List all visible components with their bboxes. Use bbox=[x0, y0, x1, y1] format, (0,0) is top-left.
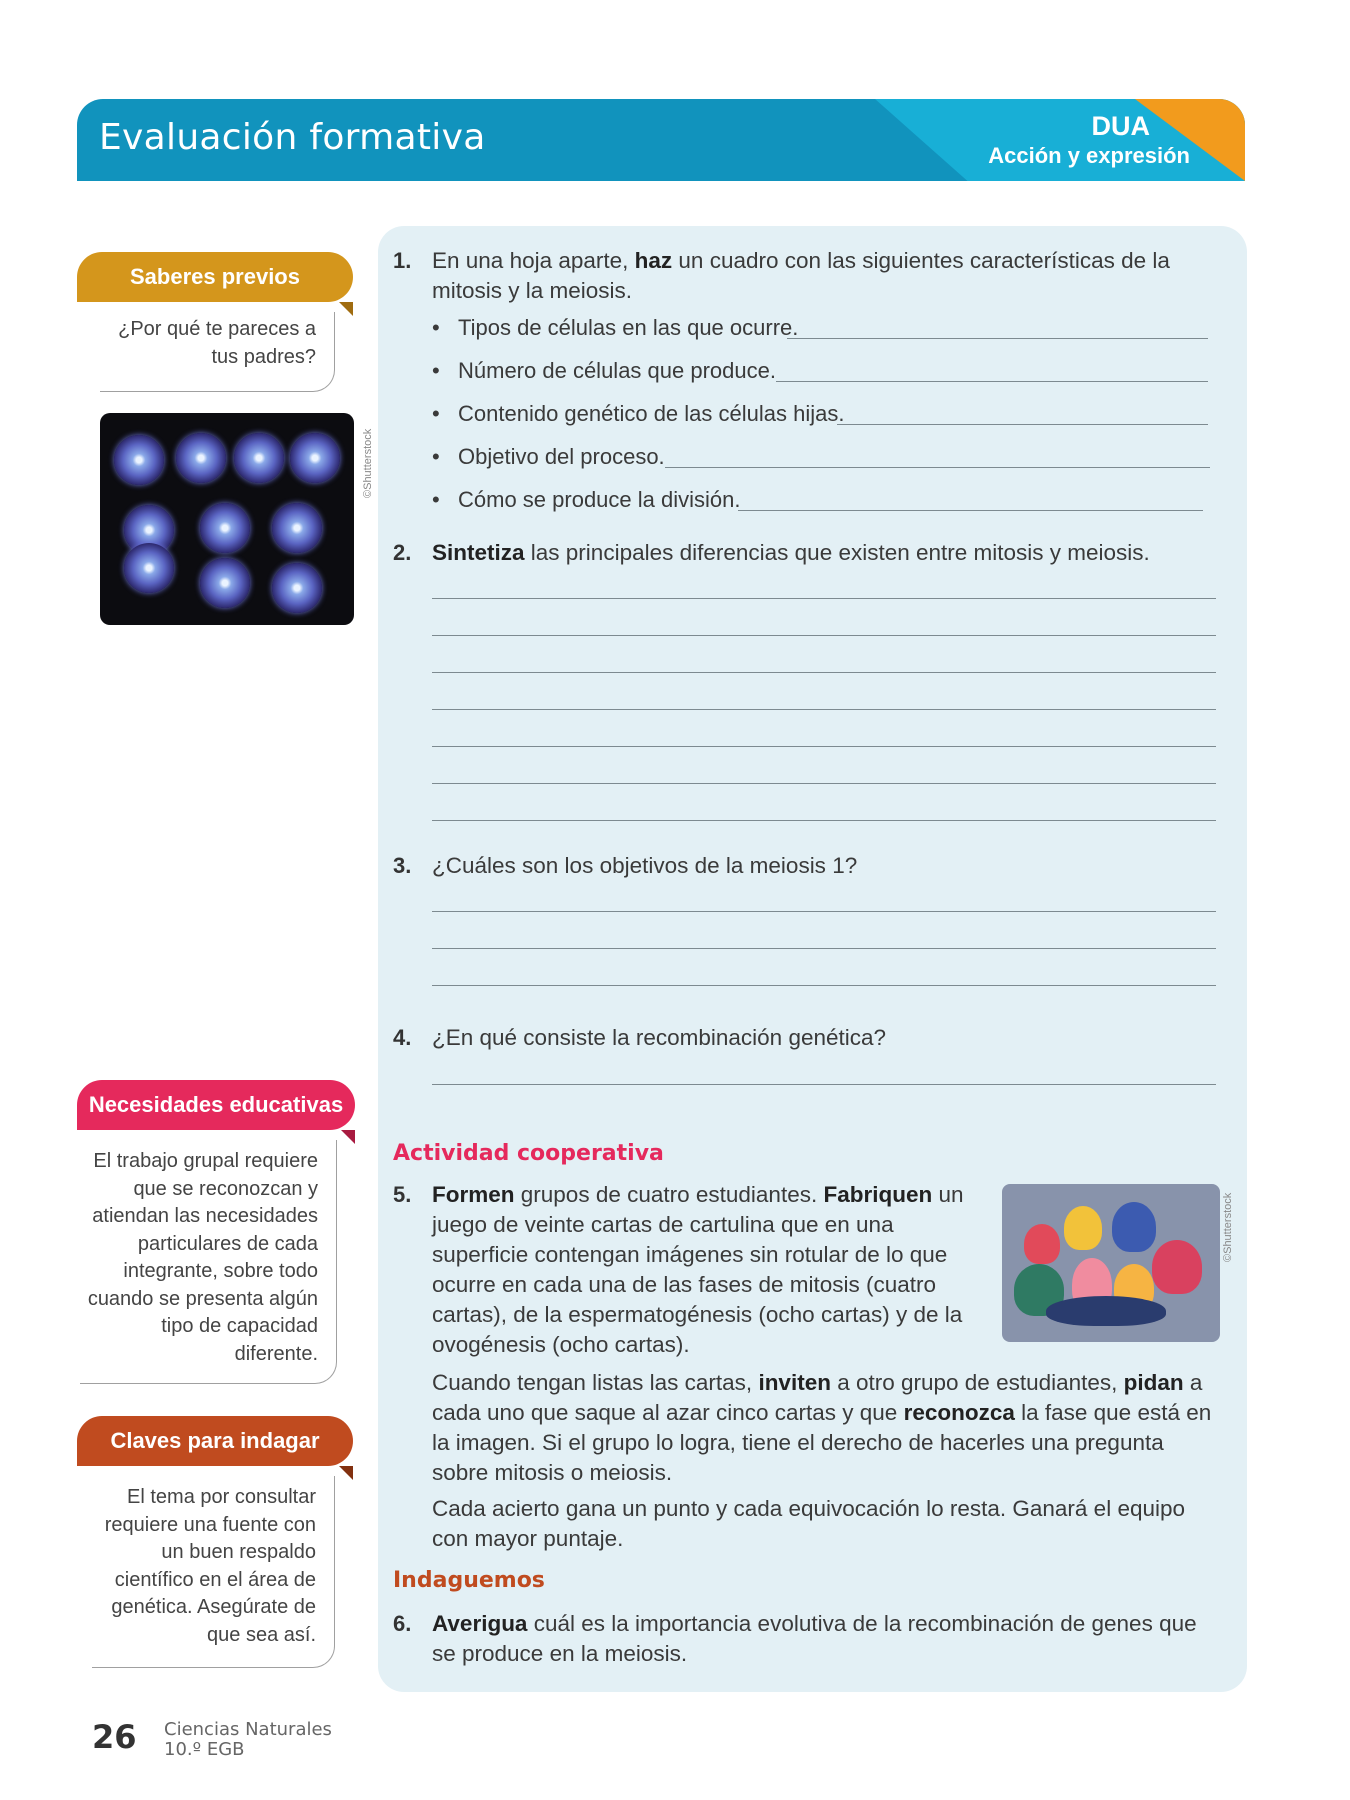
answer-line[interactable] bbox=[738, 510, 1203, 511]
question-1-text: En una hoja aparte, haz un cuadro con las siguientes características de la mitosis y la meiosis. bbox=[432, 248, 1170, 303]
saberes-previos-title: Saberes previos bbox=[130, 264, 300, 289]
question-3-text: ¿Cuáles son los objetivos de la meiosis 1? bbox=[432, 853, 858, 878]
question-number: 1. bbox=[393, 248, 412, 273]
answer-line[interactable] bbox=[787, 338, 1208, 339]
question-number: 3. bbox=[393, 853, 412, 878]
meiosis-cells-image bbox=[100, 413, 354, 625]
indaguemos-heading: Indaguemos bbox=[393, 1568, 545, 1593]
answer-line[interactable] bbox=[665, 467, 1210, 468]
list-item: • Cómo se produce la división. bbox=[432, 487, 741, 512]
necesidades-title: Necesidades educativas bbox=[88, 1092, 344, 1117]
page-title: Evaluación formativa bbox=[99, 117, 486, 158]
image-credit: ©Shutterstock bbox=[362, 428, 374, 498]
necesidades-box bbox=[80, 1140, 337, 1384]
list-item: • Número de células que produce. bbox=[432, 358, 776, 383]
list-item: • Contenido genético de las células hijas. bbox=[432, 401, 845, 426]
question-5-paragraph-1: Formen grupos de cuatro estudiantes. Fabriquen un juego de veinte cartas de cartulina que en una superficie contengan imágenes sin rotular de lo que ocurre en cada una de las fases de mitosis (cuatro cartas), de la espermatogénesis (ocho cartas) y de la ovogénesis (ocho cartas). bbox=[432, 1182, 964, 1357]
students-playing-cards-image bbox=[1002, 1184, 1220, 1342]
answer-line[interactable] bbox=[432, 672, 1216, 673]
tab-fold bbox=[341, 1130, 355, 1144]
answer-line[interactable] bbox=[432, 1084, 1216, 1085]
answer-line[interactable] bbox=[432, 985, 1216, 986]
question-6-text: Averigua cuál es la importancia evolutiva de la recombinación de genes que se produce en la meiosis. bbox=[432, 1611, 1197, 1666]
image-credit: ©Shutterstock bbox=[1222, 1192, 1234, 1262]
claves-text: El tema por consultar requiere una fuente con un buen respaldo científico en el área de genética. Asegúrate de que sea así. bbox=[104, 1486, 316, 1646]
question-number: 6. bbox=[393, 1611, 412, 1636]
answer-line[interactable] bbox=[432, 635, 1216, 636]
question-number: 4. bbox=[393, 1025, 412, 1050]
grade-level: 10.º EGB bbox=[164, 1739, 245, 1760]
question-number: 2. bbox=[393, 540, 412, 565]
answer-line[interactable] bbox=[432, 598, 1216, 599]
claves-title: Claves para indagar bbox=[110, 1428, 320, 1453]
answer-line[interactable] bbox=[776, 381, 1208, 382]
claves-box bbox=[92, 1476, 335, 1668]
answer-line[interactable] bbox=[837, 424, 1208, 425]
answer-line[interactable] bbox=[432, 746, 1216, 747]
footer-subject bbox=[164, 1720, 332, 1760]
claves-tab bbox=[77, 1416, 353, 1466]
dua-title: DUA bbox=[1091, 111, 1150, 141]
necesidades-tab bbox=[77, 1080, 355, 1130]
list-item: • Tipos de células en las que ocurre. bbox=[432, 315, 799, 340]
answer-line[interactable] bbox=[432, 783, 1216, 784]
saberes-previos-box bbox=[100, 312, 335, 392]
saberes-previos-text: ¿Por qué te pareces a tus padres? bbox=[118, 318, 316, 368]
question-5-paragraph-3: Cada acierto gana un punto y cada equivocación lo resta. Ganará el equipo con mayor puntaje. bbox=[432, 1496, 1186, 1551]
cooperative-activity-heading: Actividad cooperativa bbox=[393, 1141, 664, 1166]
tab-fold bbox=[339, 302, 353, 316]
question-4-text: ¿En qué consiste la recombinación genética? bbox=[432, 1025, 887, 1050]
answer-line[interactable] bbox=[432, 709, 1216, 710]
saberes-previos-tab bbox=[77, 252, 353, 302]
tab-fold bbox=[339, 1466, 353, 1480]
dua-subtitle: Acción y expresión bbox=[988, 143, 1190, 168]
necesidades-text: El trabajo grupal requiere que se reconozcan y atiendan las necesidades particulares de cada integrante, sobre todo cuando se presenta algún tipo de capacidad diferente. bbox=[87, 1150, 318, 1365]
answer-line[interactable] bbox=[432, 911, 1216, 912]
subject-name: Ciencias Naturales bbox=[164, 1719, 332, 1740]
list-item: • Objetivo del proceso. bbox=[432, 444, 665, 469]
page-number: 26 bbox=[92, 1718, 137, 1756]
answer-line[interactable] bbox=[432, 820, 1216, 821]
question-number: 5. bbox=[393, 1182, 412, 1207]
question-2-text: Sintetiza las principales diferencias que existen entre mitosis y meiosis. bbox=[432, 540, 1150, 565]
question-5-paragraph-2: Cuando tengan listas las cartas, inviten a otro grupo de estudiantes, pidan a cada uno que saque al azar cinco cartas y que reconozca la fase que está en la imagen. Si el grupo lo logra, tiene el derecho de hacerles una pregunta sobre mitosis o meiosis. bbox=[432, 1370, 1212, 1485]
answer-line[interactable] bbox=[432, 948, 1216, 949]
section-header bbox=[77, 99, 1245, 181]
